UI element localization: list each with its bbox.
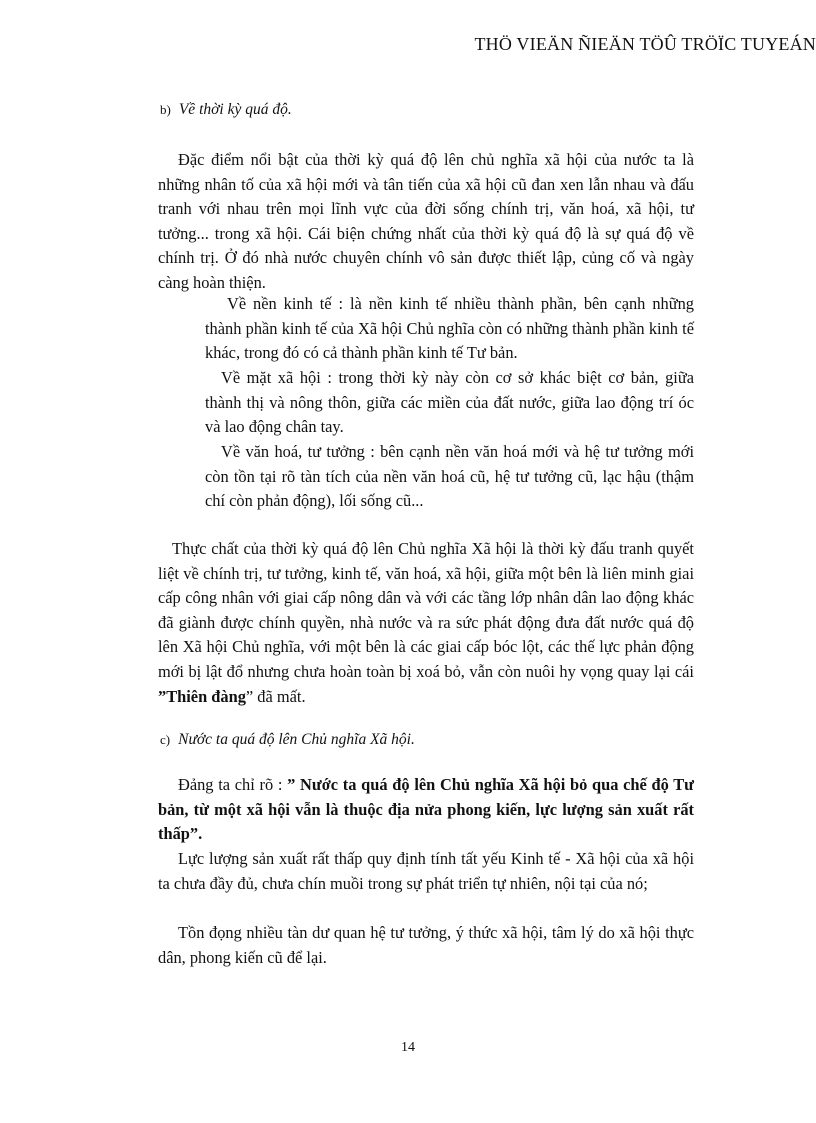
paragraph-essence-bold: ”Thiên đàng [158,686,246,706]
paragraph-essence-tail: ” đã mất. [245,686,306,706]
sub-item-society: Về mặt xã hội : trong thời kỳ này còn cơ sở khác biệt cơ bản, giữa thành thị và nông thôn, giữa các miền của đất nước, giữa lao động trí óc và lao động chân tay. [205,368,694,437]
section-c-heading [160,731,415,749]
sub-item-culture: Về văn hoá, tư tưởng : bên cạnh nền văn hoá mới và hệ tư tưởng mới còn tồn tại rõ tàn tích của nền văn hoá cũ, hệ tư tưởng cũ, lạc hậu (thậm chí còn phản động), lối sống cũ... [205,442,694,511]
paragraph-characteristics: Đặc điểm nổi bật của thời kỳ quá độ lên chủ nghĩa xã hội của nước ta là những nhân tố của xã hội mới và tân tiến của xã hội cũ đan xen lẫn nhau và đấu tranh với nhau trên mọi lĩnh vực của đời sống chính trị, văn hoá, xã hội, tư tưởng... trong xã hội. Cái biện chứng nhất của thời kỳ quá độ là sự quá độ về chính trị. Ở đó nhà nước chuyên chính vô sản được thiết lập, củng cố và ngày càng hoàn thiện. [158,150,694,292]
section-b-title: Về thời kỳ quá độ. [178,101,292,118]
paragraph-remnants: Tồn đọng nhiều tàn dư quan hệ tư tưởng, ý thức xã hội, tâm lý do xã hội thực dân, phong kiến cũ để lại. [158,923,694,967]
page-number: 14 [401,1040,415,1055]
paragraph-essence [158,537,694,709]
sub-item-economy: Về nền kinh tế : là nền kinh tế nhiều thành phần, bên cạnh những thành phần kinh tế của Xã hội Chủ nghĩa còn có những thành phần kinh tế khác, trong đó có cả thành phần kinh tế Tư bản. [205,294,694,363]
section-b-heading [160,101,292,119]
section-c-title: Nước ta quá độ lên Chủ nghĩa Xã hội. [178,731,415,748]
section-b-marker: b) [160,102,171,117]
paragraph-productive-forces: Lực lượng sản xuất rất thấp quy định tính tất yếu Kinh tế - Xã hội của xã hội ta chưa đầy đủ, chưa chín muồi trong sự phát triển tự nhiên, nội tại của nó; [158,849,694,893]
paragraph-party-quote: ” Nước ta quá độ lên Chủ nghĩa Xã hội bỏ qua chế độ Tư bản, từ một xã hội vẫn là thuộc địa nửa phong kiến, lực lượng sản xuất rất thấp”. [158,775,695,844]
page-header: THÖ VIEÄN ÑIEÄN TÖÛ TRÖÏC TUYEÁN [474,34,816,54]
paragraph-essence-text: Thực chất của thời kỳ quá độ lên Chủ nghĩa Xã hội là thời kỳ đấu tranh quyết liệt về chính trị, tư tưởng, kinh tế, văn hoá, xã hội, giữa một bên là liên minh giai cấp công nhân với giai cấp nông dân và với các tầng lớp nhân dân lao động khác đã giành được chính quyền, nhà nước và ra sức phát động đưa đất nước quá độ lên Xã hội Chủ nghĩa, với một bên là các giai cấp bóc lột, các thế lực phản động mới bị lật đổ nhưng chưa hoàn toàn bị xoá bỏ, vẫn còn nuôi hy vọng quay lại cái [158,539,694,681]
section-c-marker: c) [160,732,171,747]
paragraph-party-statement [158,773,694,847]
paragraph-party-lead: Đảng ta chỉ rõ : [178,775,288,794]
